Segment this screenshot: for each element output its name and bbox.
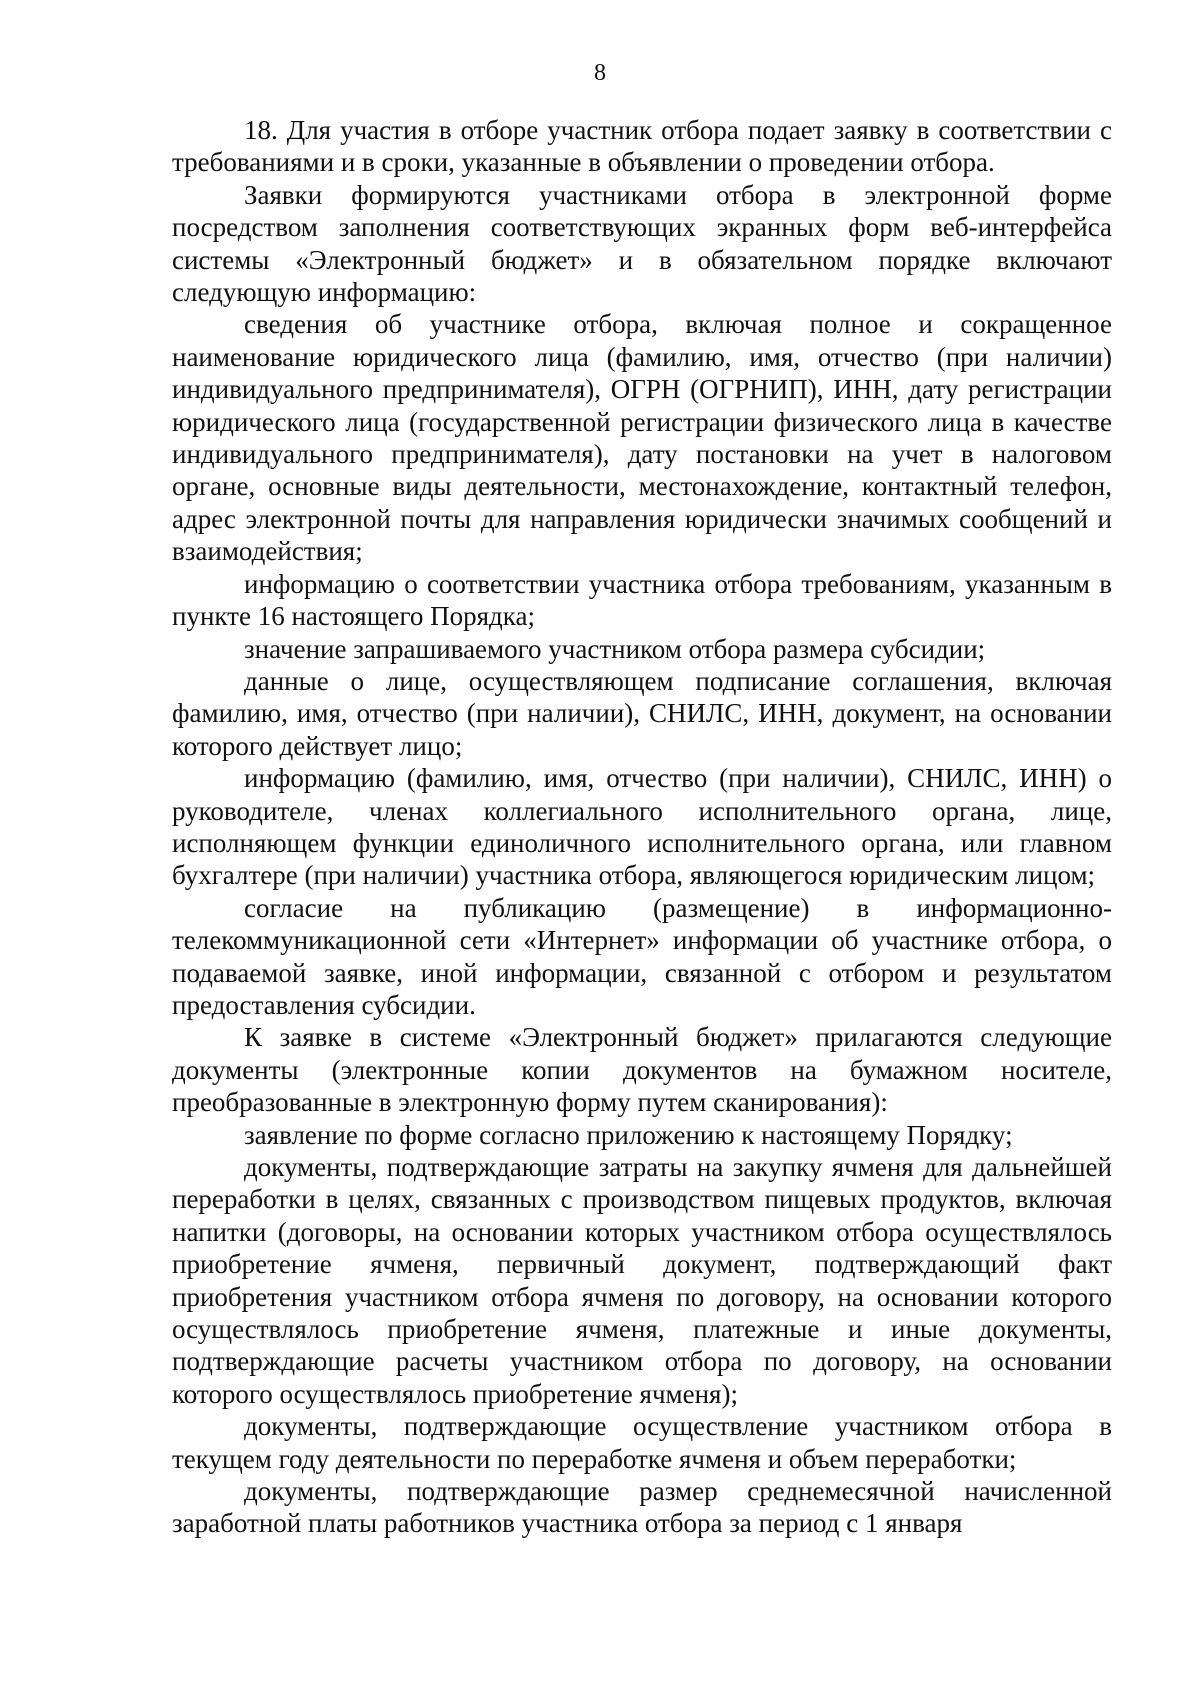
- paragraph-attached-documents: К заявке в системе «Электронный бюджет» прилагаются следующие документы (электронные копии документов на бумажном носителе, преобразованные в электронную форму путем сканирования):: [172, 1022, 1112, 1118]
- paragraph-processing-activity: документы, подтверждающие осуществление участником отбора в текущем году деятельности по переработке ячменя и объем переработки;: [172, 1411, 1112, 1474]
- paragraph-compliance-info: информацию о соответствии участника отбора требованиям, указанным в пункте 16 настоящего Порядка;: [172, 568, 1112, 632]
- paragraph-participant-info: сведения об участнике отбора, включая полное и сокращенное наименование юридического лица (фамилию, имя, отчество (при наличии) индивидуального предпринимателя), ОГРН (ОГРНИП), ИНН, дату регистрации юридического лица (государственной регистрации физического лица в качестве индивидуального предпринимателя), дату постановки на учет в налоговом органе, основные виды деятельности, местонахождение, контактный телефон, адрес электронной почты для направления юридически значимых сообщений и взаимодействия;: [172, 309, 1112, 567]
- paragraph-application-formation: Заявки формируются участниками отбора в электронной форме посредством заполнения соответствующих экранных форм веб-интерфейса системы «Электронный бюджет» и в обязательном порядке включают следующую информацию:: [172, 179, 1112, 308]
- paragraph-item-18: 18. Для участия в отборе участник отбора подает заявку в соответствии с требованиями и в сроки, указанные в объявлении о проведении отбора.: [172, 115, 1112, 178]
- paragraph-barley-costs: документы, подтверждающие затраты на закупку ячменя для дальнейшей переработки в целях, связанных с производством пищевых продуктов, включая напитки (договоры, на основании которых участником отбора осуществлялось приобретение ячменя, первичный документ, подтверждающий факт приобретения участником отбора ячменя по договору, на основании которого осуществлялось приобретение ячменя, платежные и иные документы, подтверждающие расчеты участником отбора по договору, на основании которого осуществлялось приобретение ячменя);: [172, 1152, 1112, 1409]
- paragraph-publication-consent: согласие на публикацию (размещение) в информационно-телекоммуникационной сети «Интернет» информации об участнике отбора, о подаваемой заявке, иной информации, связанной с отбором и результатом предоставления субсидии.: [172, 892, 1112, 1020]
- page-number: 8: [594, 60, 606, 86]
- paragraph-subsidy-amount: значение запрашиваемого участником отбора размера субсидии;: [244, 633, 986, 664]
- document-body: [172, 114, 1112, 1540]
- paragraph-average-salary: документы, подтверждающие размер среднемесячной начисленной заработной платы работников участника отбора за период с 1 января: [172, 1476, 1112, 1539]
- paragraph-management-info: информацию (фамилию, имя, отчество (при наличии), СНИЛС, ИНН) о руководителе, членах коллегиального исполнительного органа, лице, исполняющем функции единоличного исполнительного органа, или главном бухгалтере (при наличии) участника отбора, являющегося юридическим лицом;: [172, 763, 1112, 891]
- paragraph-signatory-data: данные о лице, осуществляющем подписание соглашения, включая фамилию, имя, отчество (при наличии), СНИЛС, ИНН, документ, на основании которого действует лицо;: [172, 665, 1112, 761]
- paragraph-application-form: заявление по форме согласно приложению к настоящему Порядку;: [244, 1119, 1013, 1150]
